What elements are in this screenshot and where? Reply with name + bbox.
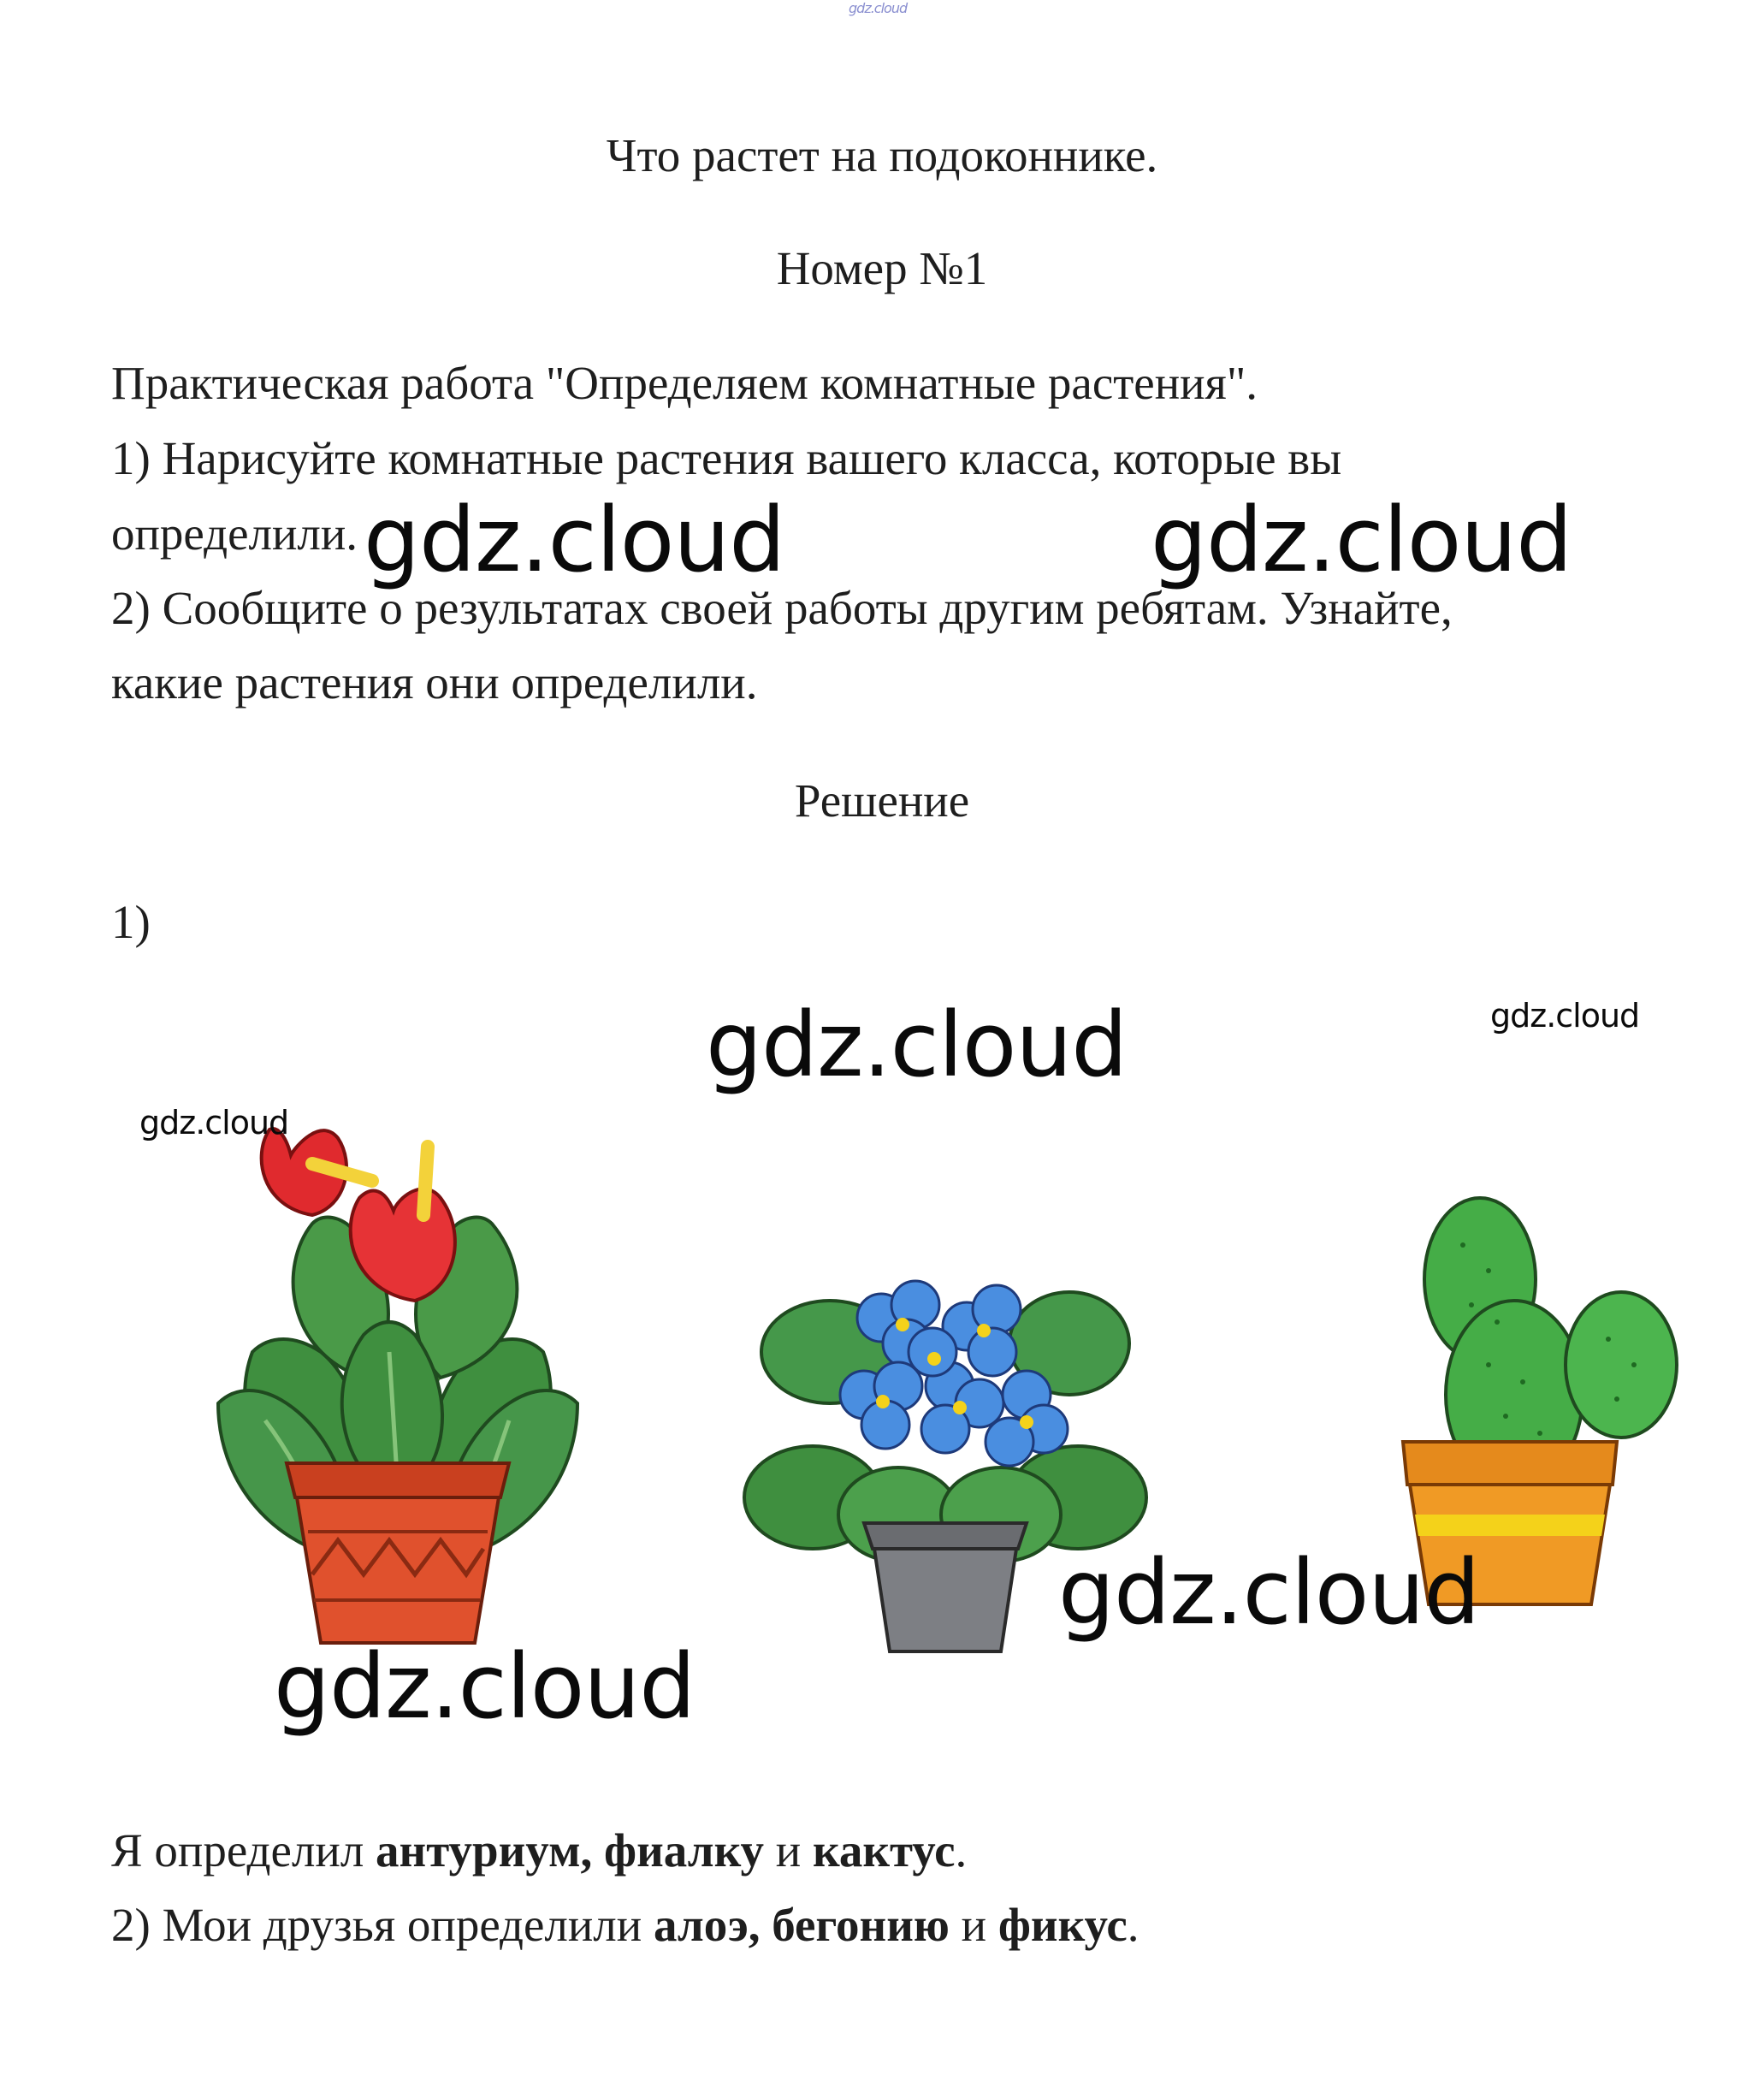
answer1-sentence: [111, 1824, 968, 1877]
answer1-sep: [592, 1824, 604, 1877]
answer1-prefix: Я определил: [111, 1824, 376, 1877]
answer2-plant-c: фикус: [997, 1899, 1128, 1951]
task-item2-line1: 2) Сообщите о результатах своей работы другим ребятам. Узнайте,: [111, 582, 1453, 634]
solution-heading: Решение: [794, 774, 970, 827]
watermark: gdz.cloud: [706, 993, 1128, 1097]
watermark: gdz.cloud: [1490, 997, 1640, 1035]
answer2-prefix: 2) Мои друзья определили: [111, 1899, 654, 1951]
task-item2-line2: какие растения они определили.: [111, 656, 758, 709]
watermark: gdz.cloud: [364, 488, 785, 592]
task-number: Номер №1: [776, 242, 988, 294]
answer1-label: 1): [111, 896, 151, 948]
watermark: gdz.cloud: [139, 1104, 289, 1141]
watermark: gdz.cloud: [1058, 1540, 1480, 1645]
task-item1-line2: определили.: [111, 507, 358, 560]
answer1-end: .: [955, 1824, 968, 1877]
answer2-plant-a: алоэ,: [653, 1899, 761, 1951]
watermark: gdz.cloud: [274, 1634, 696, 1739]
answer2-conj: и: [949, 1899, 998, 1951]
anthurium-pot-illustration: [218, 1095, 577, 1643]
watermark: gdz.cloud: [1151, 488, 1572, 592]
answer2-sentence: [111, 1899, 1139, 1951]
task-item1-line1: 1) Нарисуйте комнатные растения вашего класса, которые вы: [111, 432, 1342, 484]
answer1-plant-b: фиалку: [604, 1824, 765, 1877]
task-intro: Практическая работа "Определяем комнатные растения".: [111, 357, 1258, 409]
answer1-plant-a: антуриум,: [376, 1824, 593, 1877]
answer1-conj: и: [764, 1824, 813, 1877]
answer2-plant-b: бегонию: [772, 1899, 950, 1951]
page-title: Что растет на подоконнике.: [606, 129, 1158, 181]
answer2-sep: [760, 1899, 772, 1951]
header-watermark: gdz.cloud: [849, 0, 908, 16]
answer2-end: .: [1127, 1899, 1139, 1951]
answer1-plant-c: кактус: [812, 1824, 956, 1877]
